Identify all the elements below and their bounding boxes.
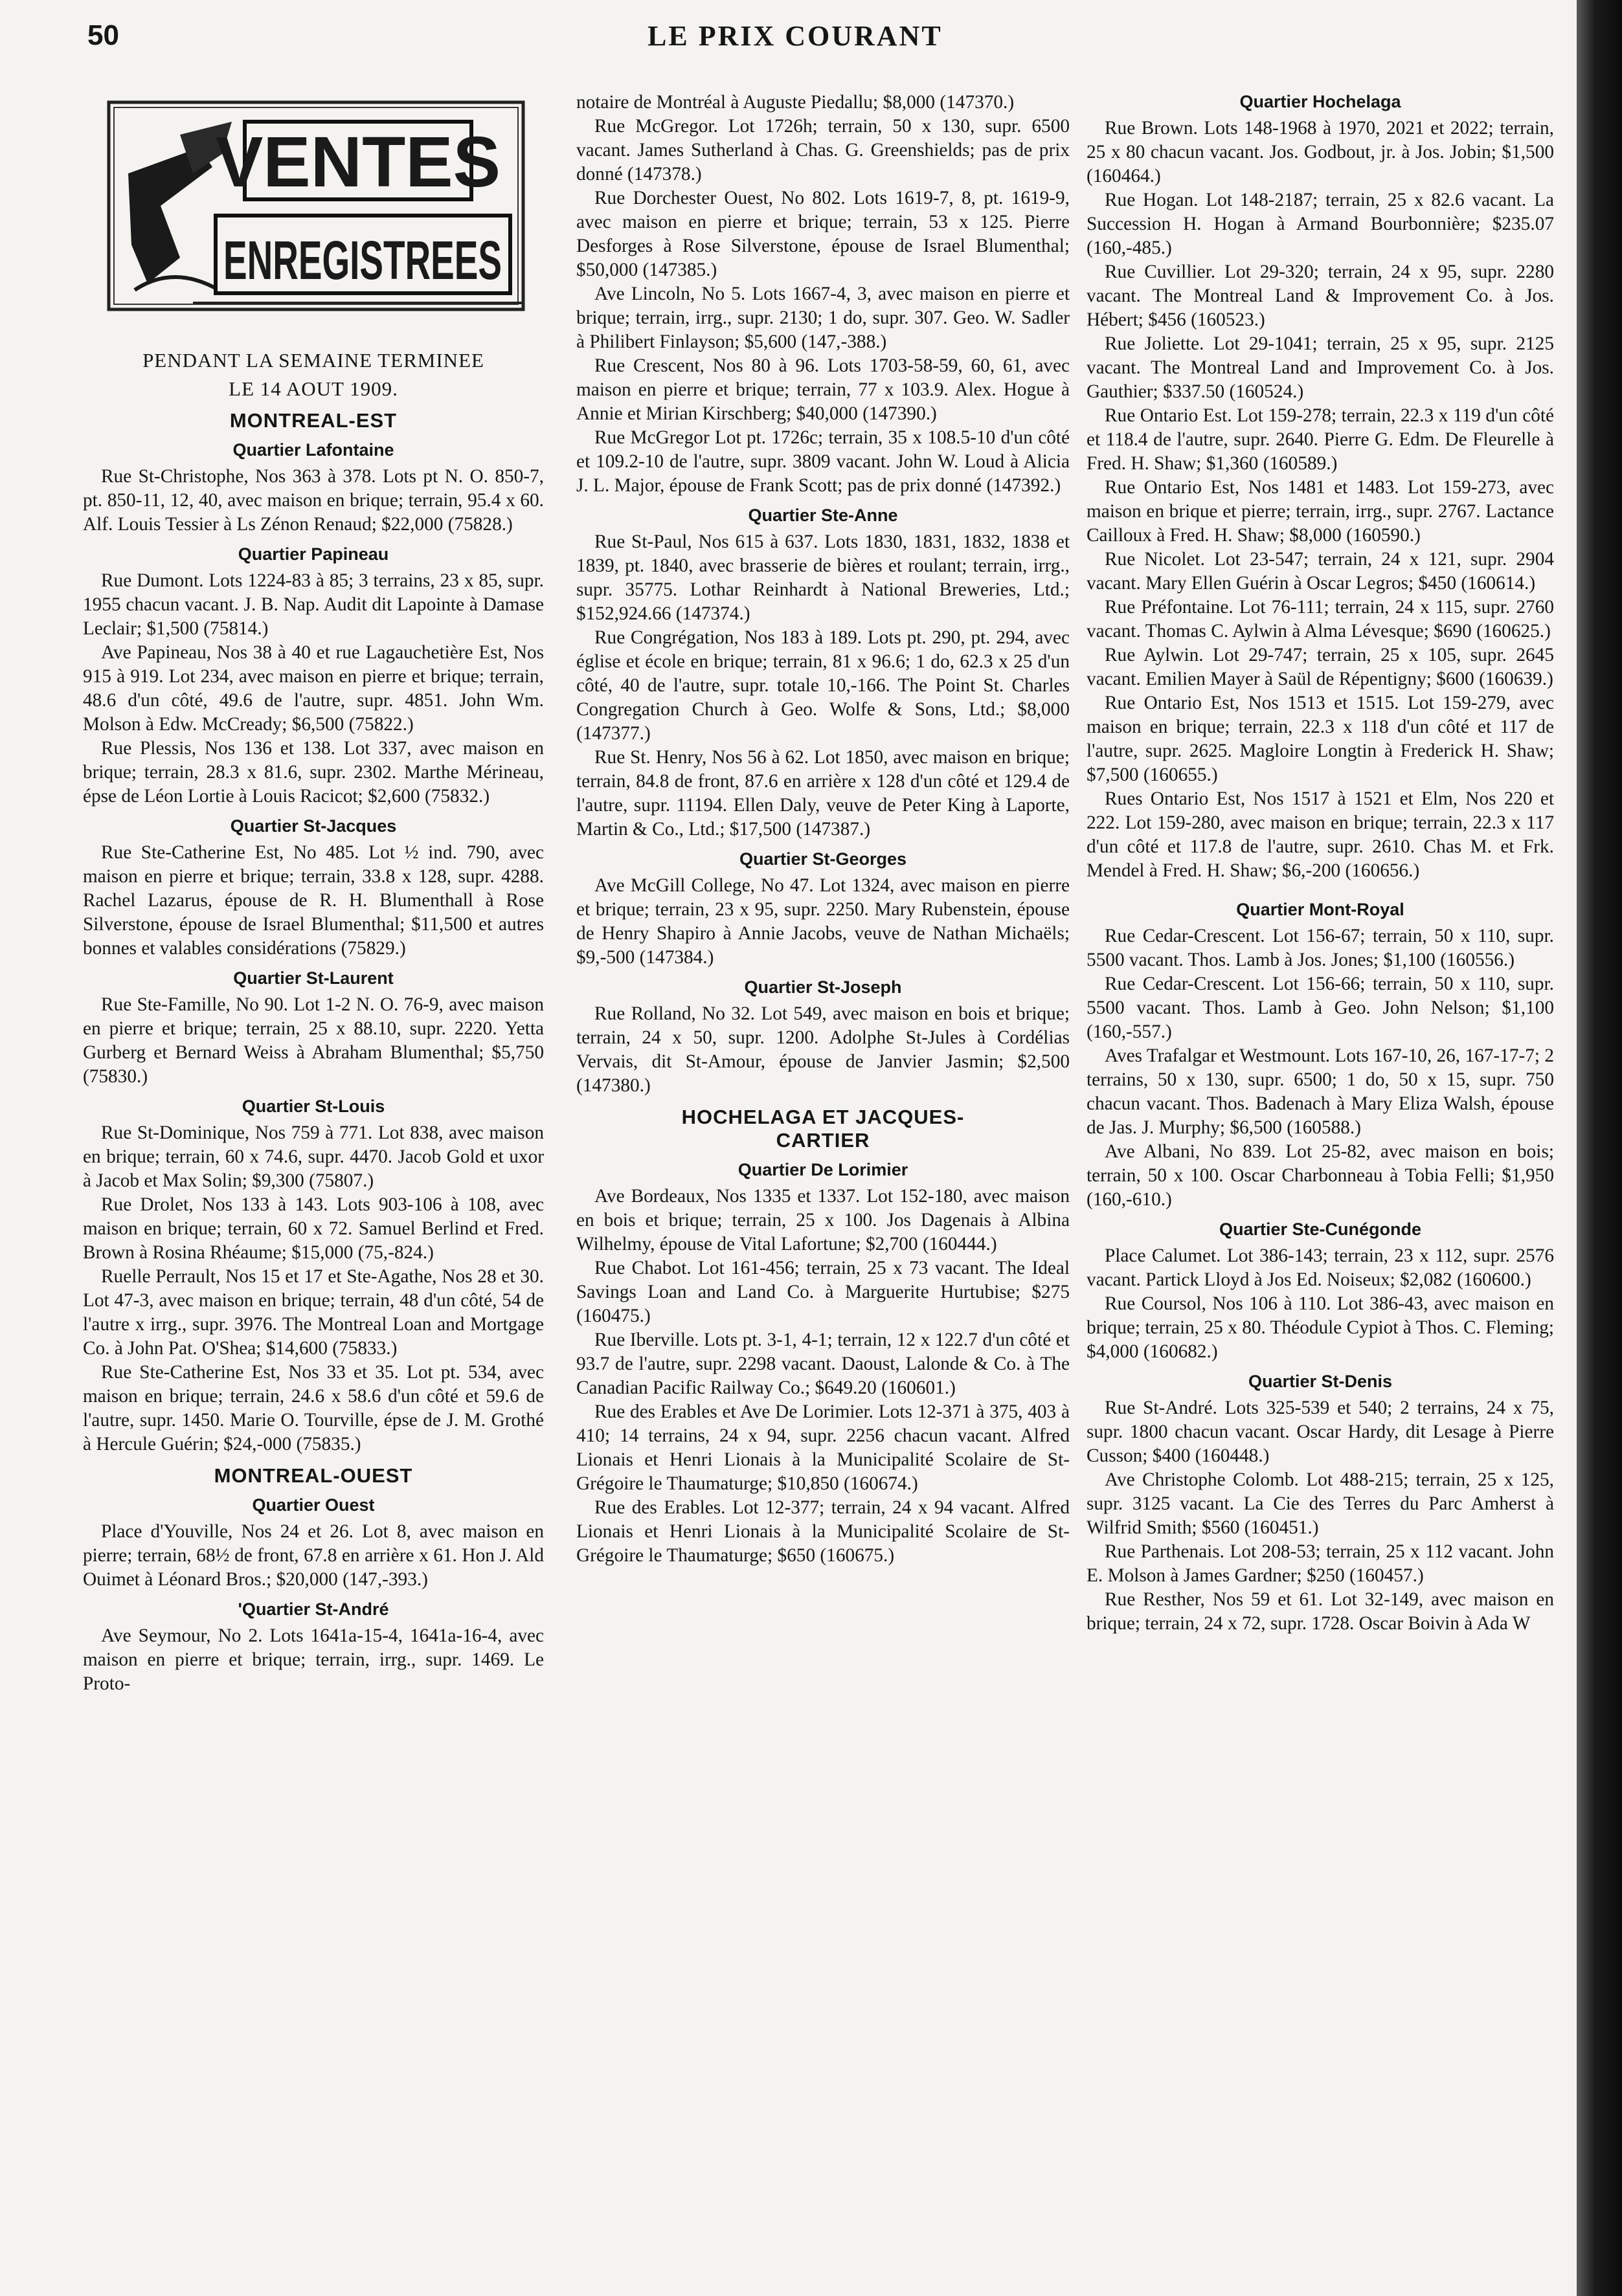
- sale-entry: Ave Bordeaux, Nos 1335 et 1337. Lot 152-180, avec maison en bois et brique; terrain, 25 x 100. Jos Dagenais à Albina Wilhelmy, épouse de Vital Lafortune; $2,700 (160444.): [576, 1186, 1070, 1254]
- sale-entry: Rue Rolland, No 32. Lot 549, avec maison en bois et brique; terrain, 24 x 50, supr. 1200. Adolphe St-Jules à Cordélias Vervais, dit St-Amour, épouse de Janvier Jasmin; $2,500 (147380.): [576, 1003, 1070, 1096]
- sale-entry: Ruelle Perrault, Nos 15 et 17 et Ste-Agathe, Nos 28 et 30. Lot 47-3, avec maison en brique; terrain, 48 d'un côté, 54 de l'autre x irrg., supr. 3976. The Montreal Loan and Mortgage Co. à John Pat. O'Shea; $14,600 (75833.): [83, 1266, 544, 1359]
- week-line-1: PENDANT LA SEMAINE TERMINEE: [142, 349, 484, 372]
- logo-graphic: [83, 96, 536, 322]
- sale-entry: Rue McGregor Lot pt. 1726c; terrain, 35 x 108.5-10 d'un côté et 109.2-10 de l'autre, supr. 3809 vacant. John W. Loud à Alicia J. L. Major, épouse de Frank Scott; pas de prix donné (147392.): [576, 427, 1070, 496]
- quarter-heading: Quartier Ste-Anne: [748, 506, 898, 525]
- sale-entry: Rue Ste-Famille, No 90. Lot 1-2 N. O. 76-9, avec maison en pierre et brique; terrain, 25 x 88.10, supr. 2220. Yetta Gurberg et Bernard Weiss à Abraham Blumenthal; $5,750 (75830.): [83, 994, 544, 1087]
- quarter-heading: Quartier Ste-Cunégonde: [1219, 1220, 1422, 1239]
- sale-entry: Place d'Youville, Nos 24 et 26. Lot 8, avec maison en pierre; terrain, 68½ de front, 67.8 en arrière x 61. Hon J. Ald Ouimet à Léonard Bros.; $20,000 (147,-393.): [83, 1521, 544, 1590]
- sale-entry: Rue Plessis, Nos 136 et 138. Lot 337, avec maison en brique; terrain, 28.3 x 81.6, supr. 2302. Marthe Mérineau, épse de Léon Lortie à Louis Racicot; $2,600 (75832.): [83, 738, 544, 807]
- column-1: [83, 96, 544, 1696]
- column-3: [1087, 91, 1554, 1636]
- sale-entry: Rue Préfontaine. Lot 76-111; terrain, 24 x 115, supr. 2760 vacant. Thomas C. Aylwin à Alma Lévesque; $690 (160625.): [1087, 597, 1554, 641]
- sale-entry: Ave Lincoln, No 5. Lots 1667-4, 3, avec maison en pierre et brique; terrain, irrg., supr. 2130; 1 do, supr. 307. Geo. W. Sadler à Philibert Finlayson; $5,600 (147,-388.): [576, 284, 1070, 352]
- sale-entry: Rue Joliette. Lot 29-1041; terrain, 25 x 95, supr. 2125 vacant. The Montreal Land and Improvement Co. à Jos. Gauthier; $337.50 (160524.): [1087, 333, 1554, 402]
- quarter-heading: Quartier St-Georges: [739, 849, 907, 869]
- sale-entry: Rue St-André. Lots 325-539 et 540; 2 terrains, 24 x 75, supr. 1800 chacun vacant. Oscar Hardy, dit Lesage à Pierre Cusson; $400 (160448.): [1087, 1398, 1554, 1466]
- sale-entry: Rue Dorchester Ouest, No 802. Lots 1619-7, 8, pt. 1619-9, avec maison en pierre et brique; terrain, 53 x 125. Pierre Desforges à Rose Silverstone, épouse de Israel Blumenthal; $50,000 (147385.): [576, 188, 1070, 280]
- sale-entry: Rue St. Henry, Nos 56 à 62. Lot 1850, avec maison en brique; terrain, 84.8 de front, 87.6 en arrière x 128 d'un côté et 129.4 de l'autre, supr. 11194. Ellen Daly, veuve de Peter King à Laporte, Martin & Co., Ltd.; $17,500 (147387.): [576, 747, 1070, 840]
- quarter-heading: Quartier De Lorimier: [738, 1160, 908, 1179]
- sale-entry: Rue Dumont. Lots 1224-83 à 85; 3 terrains, 23 x 85, supr. 1955 chacun vacant. J. B. Nap. Audit dit Lapointe à Damase Leclair; $1,500 (75814.): [83, 570, 544, 639]
- sale-entry: Rue Iberville. Lots pt. 3-1, 4-1; terrain, 12 x 122.7 d'un côté et 93.7 de l'autre, supr. 2298 vacant. Daoust, Lalonde & Co. à The Canadian Pacific Railway Co.; $649.20 (160601.): [576, 1330, 1070, 1398]
- quarter-heading: Quartier St-Denis: [1248, 1372, 1393, 1391]
- sale-entry: Rue Nicolet. Lot 23-547; terrain, 24 x 121, supr. 2904 vacant. Mary Ellen Guérin à Oscar Legros; $450 (160614.): [1087, 549, 1554, 594]
- sale-entry: Rue Cedar-Crescent. Lot 156-66; terrain, 50 x 110, supr. 5500 vacant. Thos. Lamb à Geo. John Nelson; $1,100 (160,-557.): [1087, 974, 1554, 1042]
- quarter-heading: Quartier St-Louis: [242, 1097, 385, 1116]
- logo-line-1: VENTES: [215, 122, 501, 202]
- sale-entry: Ave Albani, No 839. Lot 25-82, avec maison en bois; terrain, 50 x 100. Oscar Charbonneau à Tobia Felli; $1,950 (160,-610.): [1087, 1141, 1554, 1210]
- sale-entry: Rue Ontario Est. Lot 159-278; terrain, 22.3 x 119 d'un côté et 118.4 de l'autre, supr. 2640. Pierre G. Edm. De Fleurelle à Fred. H. Shaw; $1,360 (160589.): [1087, 405, 1554, 474]
- quarter-heading: Quartier Lafontaine: [232, 440, 394, 460]
- sale-entry: Ave Christophe Colomb. Lot 488-215; terrain, 25 x 125, supr. 3125 vacant. La Cie des Terres du Parc Amherst à Wilfrid Smith; $560 (160451.): [1087, 1469, 1554, 1538]
- quarter-heading: 'Quartier St-André: [238, 1599, 389, 1619]
- sale-entry: Aves Trafalgar et Westmount. Lots 167-10, 26, 167-17-7; 2 terrains, 50 x 130, supr. 6500; 1 do, 50 x 15, supr. 750 chacun vacant. Thos. Badenach à Mary Eliza Walsh, épouse de Jas. J. Murphy; $6,500 (160588.): [1087, 1045, 1554, 1138]
- quarter-heading: Quartier St-Laurent: [233, 968, 394, 988]
- sale-entry: Rue Chabot. Lot 161-456; terrain, 25 x 73 vacant. The Ideal Savings Loan and Land Co. à Marguerite Hurtubise; $275 (160475.): [576, 1258, 1070, 1326]
- sale-entry: Place Calumet. Lot 386-143; terrain, 23 x 112, supr. 2576 vacant. Partick Lloyd à Jos Ed. Noiseux; $2,082 (160600.): [1087, 1245, 1554, 1290]
- quarter-heading: Quartier St-Jacques: [230, 816, 397, 836]
- column-2: [576, 91, 1070, 1568]
- quarter-heading: Quartier Hochelaga: [1239, 92, 1401, 111]
- quarter-heading: Quartier St-Joseph: [744, 977, 902, 997]
- sale-entry: Rue Brown. Lots 148-1968 à 1970, 2021 et 2022; terrain, 25 x 80 chacun vacant. Jos. Godbout, jr. à Jos. Jobin; $1,500 (160464.): [1087, 118, 1554, 186]
- week-line-2: LE 14 AOUT 1909.: [229, 377, 398, 400]
- quarter-heading: Quartier Ouest: [252, 1495, 375, 1515]
- sale-entry: Rue Aylwin. Lot 29-747; terrain, 25 x 105, supr. 2645 vacant. Emilien Mayer à Saül de Répentigny; $600 (160639.): [1087, 645, 1554, 689]
- sale-entry: Rue Ste-Catherine Est, No 485. Lot ½ ind. 790, avec maison en pierre et brique; terrain, 33.8 x 128, supr. 4288. Rachel Lazarus, épouse de R. H. Blumenthall à Rose Silverstone, épouse de Israel Blumenthal; $11,500 et autres bonnes et valables considérations (75829.): [83, 842, 544, 959]
- sale-entry: Rue Ontario Est, Nos 1481 et 1483. Lot 159-273, avec maison en brique et pierre; terrain, irrg., supr. 2767. Lactance Cailloux à Fred. H. Shaw; $8,000 (160590.): [1087, 477, 1554, 546]
- sale-entry: Rue Cuvillier. Lot 29-320; terrain, 24 x 95, supr. 2280 vacant. The Montreal Land & Improvement Co. à Jos. Hébert; $456 (160523.): [1087, 262, 1554, 330]
- section-heading: MONTREAL-OUEST: [214, 1464, 413, 1487]
- sale-entry: Rue St-Christophe, Nos 363 à 378. Lots pt N. O. 850-7, pt. 850-11, 12, 40, avec maison en brique; terrain, 95.4 x 60. Alf. Louis Tessier à Ls Zénon Renaud; $22,000 (75828.): [83, 466, 544, 535]
- sale-entry: Rue Ste-Catherine Est, Nos 33 et 35. Lot pt. 534, avec maison en brique; terrain, 24.6 x 58.6 d'un côté et 59.6 de l'autre, supr. 1450. Marie O. Tourville, épse de J. M. Grothé à Hercule Guérin; $24,-000 (75835.): [83, 1362, 544, 1455]
- sale-entry: Ave Papineau, Nos 38 à 40 et rue Lagauchetière Est, Nos 915 à 919. Lot 234, avec maison en pierre et brique; terrain, 48.6 d'un côté, 49.6 de l'autre, supr. 4851. John Wm. Molson à Edw. McCready; $6,500 (75822.): [83, 642, 544, 735]
- running-title: LE PRIX COURANT: [648, 20, 943, 52]
- section-heading: CARTIER: [776, 1129, 870, 1152]
- section-heading: MONTREAL-EST: [229, 409, 398, 432]
- sale-entry: Rue des Erables et Ave De Lorimier. Lots 12-371 à 375, 403 à 410; 14 terrains, 24 x 94, supr. 2256 chacun vacant. Alfred Lionais et Henri Lionais à la Municipalité Scolaire de St-Grégoire le Thaumaturge; $10,850 (160674.): [576, 1401, 1070, 1494]
- page-edge-shadow: [1577, 0, 1622, 2296]
- ventes-enregistrees-logo: [83, 96, 536, 322]
- sale-entry: Rue Coursol, Nos 106 à 110. Lot 386-43, avec maison en brique; terrain, 25 x 80. Théodule Cypiot à Thos. C. Fleming; $4,000 (160682.): [1087, 1293, 1554, 1362]
- sale-entry: Rue des Erables. Lot 12-377; terrain, 24 x 94 vacant. Alfred Lionais et Henri Lionais à la Municipalité Scolaire de St-Grégoire le Thaumaturge; $650 (160675.): [576, 1497, 1070, 1566]
- sale-entry: Rue Crescent, Nos 80 à 96. Lots 1703-58-59, 60, 61, avec maison en pierre et brique; terrain, 77 x 103.9. Alex. Hogue à Annie et Mirian Kirschberg; $40,000 (147390.): [576, 355, 1070, 424]
- page-number: 50: [87, 19, 119, 51]
- sale-entry: Rue Hogan. Lot 148-2187; terrain, 25 x 82.6 vacant. La Succession H. Hogan à Armand Bourbonnière; $235.07 (160,-485.): [1087, 190, 1554, 258]
- sale-entry: Rue Congrégation, Nos 183 à 189. Lots pt. 290, pt. 294, avec église et école en brique; terrain, 81 x 96.6; 1 do, 62.3 x 25 d'un côté, 40 de l'autre, supr. totale 10,-166. The Point St. Charles Congregation Church à Geo. Wolfe & Sons, Ltd.; $8,000 (147377.): [576, 627, 1070, 744]
- sale-entry: Rue St-Dominique, Nos 759 à 771. Lot 838, avec maison en brique; terrain, 60 x 74.6, supr. 4470. Jacob Gold et uxor à Jacob et Max Solin; $9,300 (75807.): [83, 1122, 544, 1191]
- quarter-heading: Quartier Mont-Royal: [1236, 900, 1404, 919]
- sale-entry: Rue Resther, Nos 59 et 61. Lot 32-149, avec maison en brique; terrain, 24 x 72, supr. 1728. Oscar Boivin à Ada W: [1087, 1589, 1554, 1634]
- sale-entry: Rue McGregor. Lot 1726h; terrain, 50 x 130, supr. 6500 vacant. James Sutherland à Chas. G. Greenshields; pas de prix donné (147378.): [576, 116, 1070, 184]
- section-heading: HOCHELAGA ET JACQUES-: [681, 1106, 965, 1128]
- sale-entry: Rue Drolet, Nos 133 à 143. Lots 903-106 à 108, avec maison en brique; terrain, 60 x 72. Samuel Berlind et Fred. Brown à Rosina Rhéaume; $15,000 (75,-824.): [83, 1194, 544, 1263]
- sale-entry: Ave McGill College, No 47. Lot 1324, avec maison en pierre et brique; terrain, 23 x 95, supr. 2250. Mary Rubenstein, épouse de Henry Shapiro à Annie Jacobs, veuve de Nathan Michaëls; $9,-500 (147384.): [576, 875, 1070, 968]
- sale-entry: Rue Cedar-Crescent. Lot 156-67; terrain, 50 x 110, supr. 5500 vacant. Thos. Lamb à Jos. Jones; $1,100 (160556.): [1087, 926, 1554, 970]
- quarter-heading: Quartier Papineau: [238, 544, 389, 564]
- sale-entry: Rues Ontario Est, Nos 1517 à 1521 et Elm, Nos 220 et 222. Lot 159-280, avec maison en brique; terrain, 22.3 x 117 d'un côté et 117.8 de l'autre, supr. 2610. Chas M. et Frk. Mendel à Fred. H. Shaw; $6,-200 (160656.): [1087, 788, 1554, 881]
- sale-entry-continued: notaire de Montréal à Auguste Piedallu; $8,000 (147370.): [576, 92, 1015, 113]
- sale-entry: Rue Ontario Est, Nos 1513 et 1515. Lot 159-279, avec maison en brique; terrain, 22.3 x 118 d'un côté et 117 de l'autre, supr. 2625. Magloire Longtin à Frederick H. Shaw; $7,500 (160655.): [1087, 693, 1554, 785]
- logo-line-2: ENREGISTREES: [223, 230, 502, 291]
- sale-entry: Ave Seymour, No 2. Lots 1641a-15-4, 1641a-16-4, avec maison en pierre et brique; terrain, irrg., supr. 1469. Le Proto-: [83, 1625, 544, 1694]
- sale-entry: Rue St-Paul, Nos 615 à 637. Lots 1830, 1831, 1832, 1838 et 1839, pt. 1840, avec brasserie de bières et roulant; terrain, irrg., supr. 35775. Lothar Reinhardt à National Breweries, Ltd.; $152,924.66 (147374.): [576, 531, 1070, 624]
- sale-entry: Rue Parthenais. Lot 208-53; terrain, 25 x 112 vacant. John E. Molson à James Gardner; $250 (160457.): [1087, 1541, 1554, 1586]
